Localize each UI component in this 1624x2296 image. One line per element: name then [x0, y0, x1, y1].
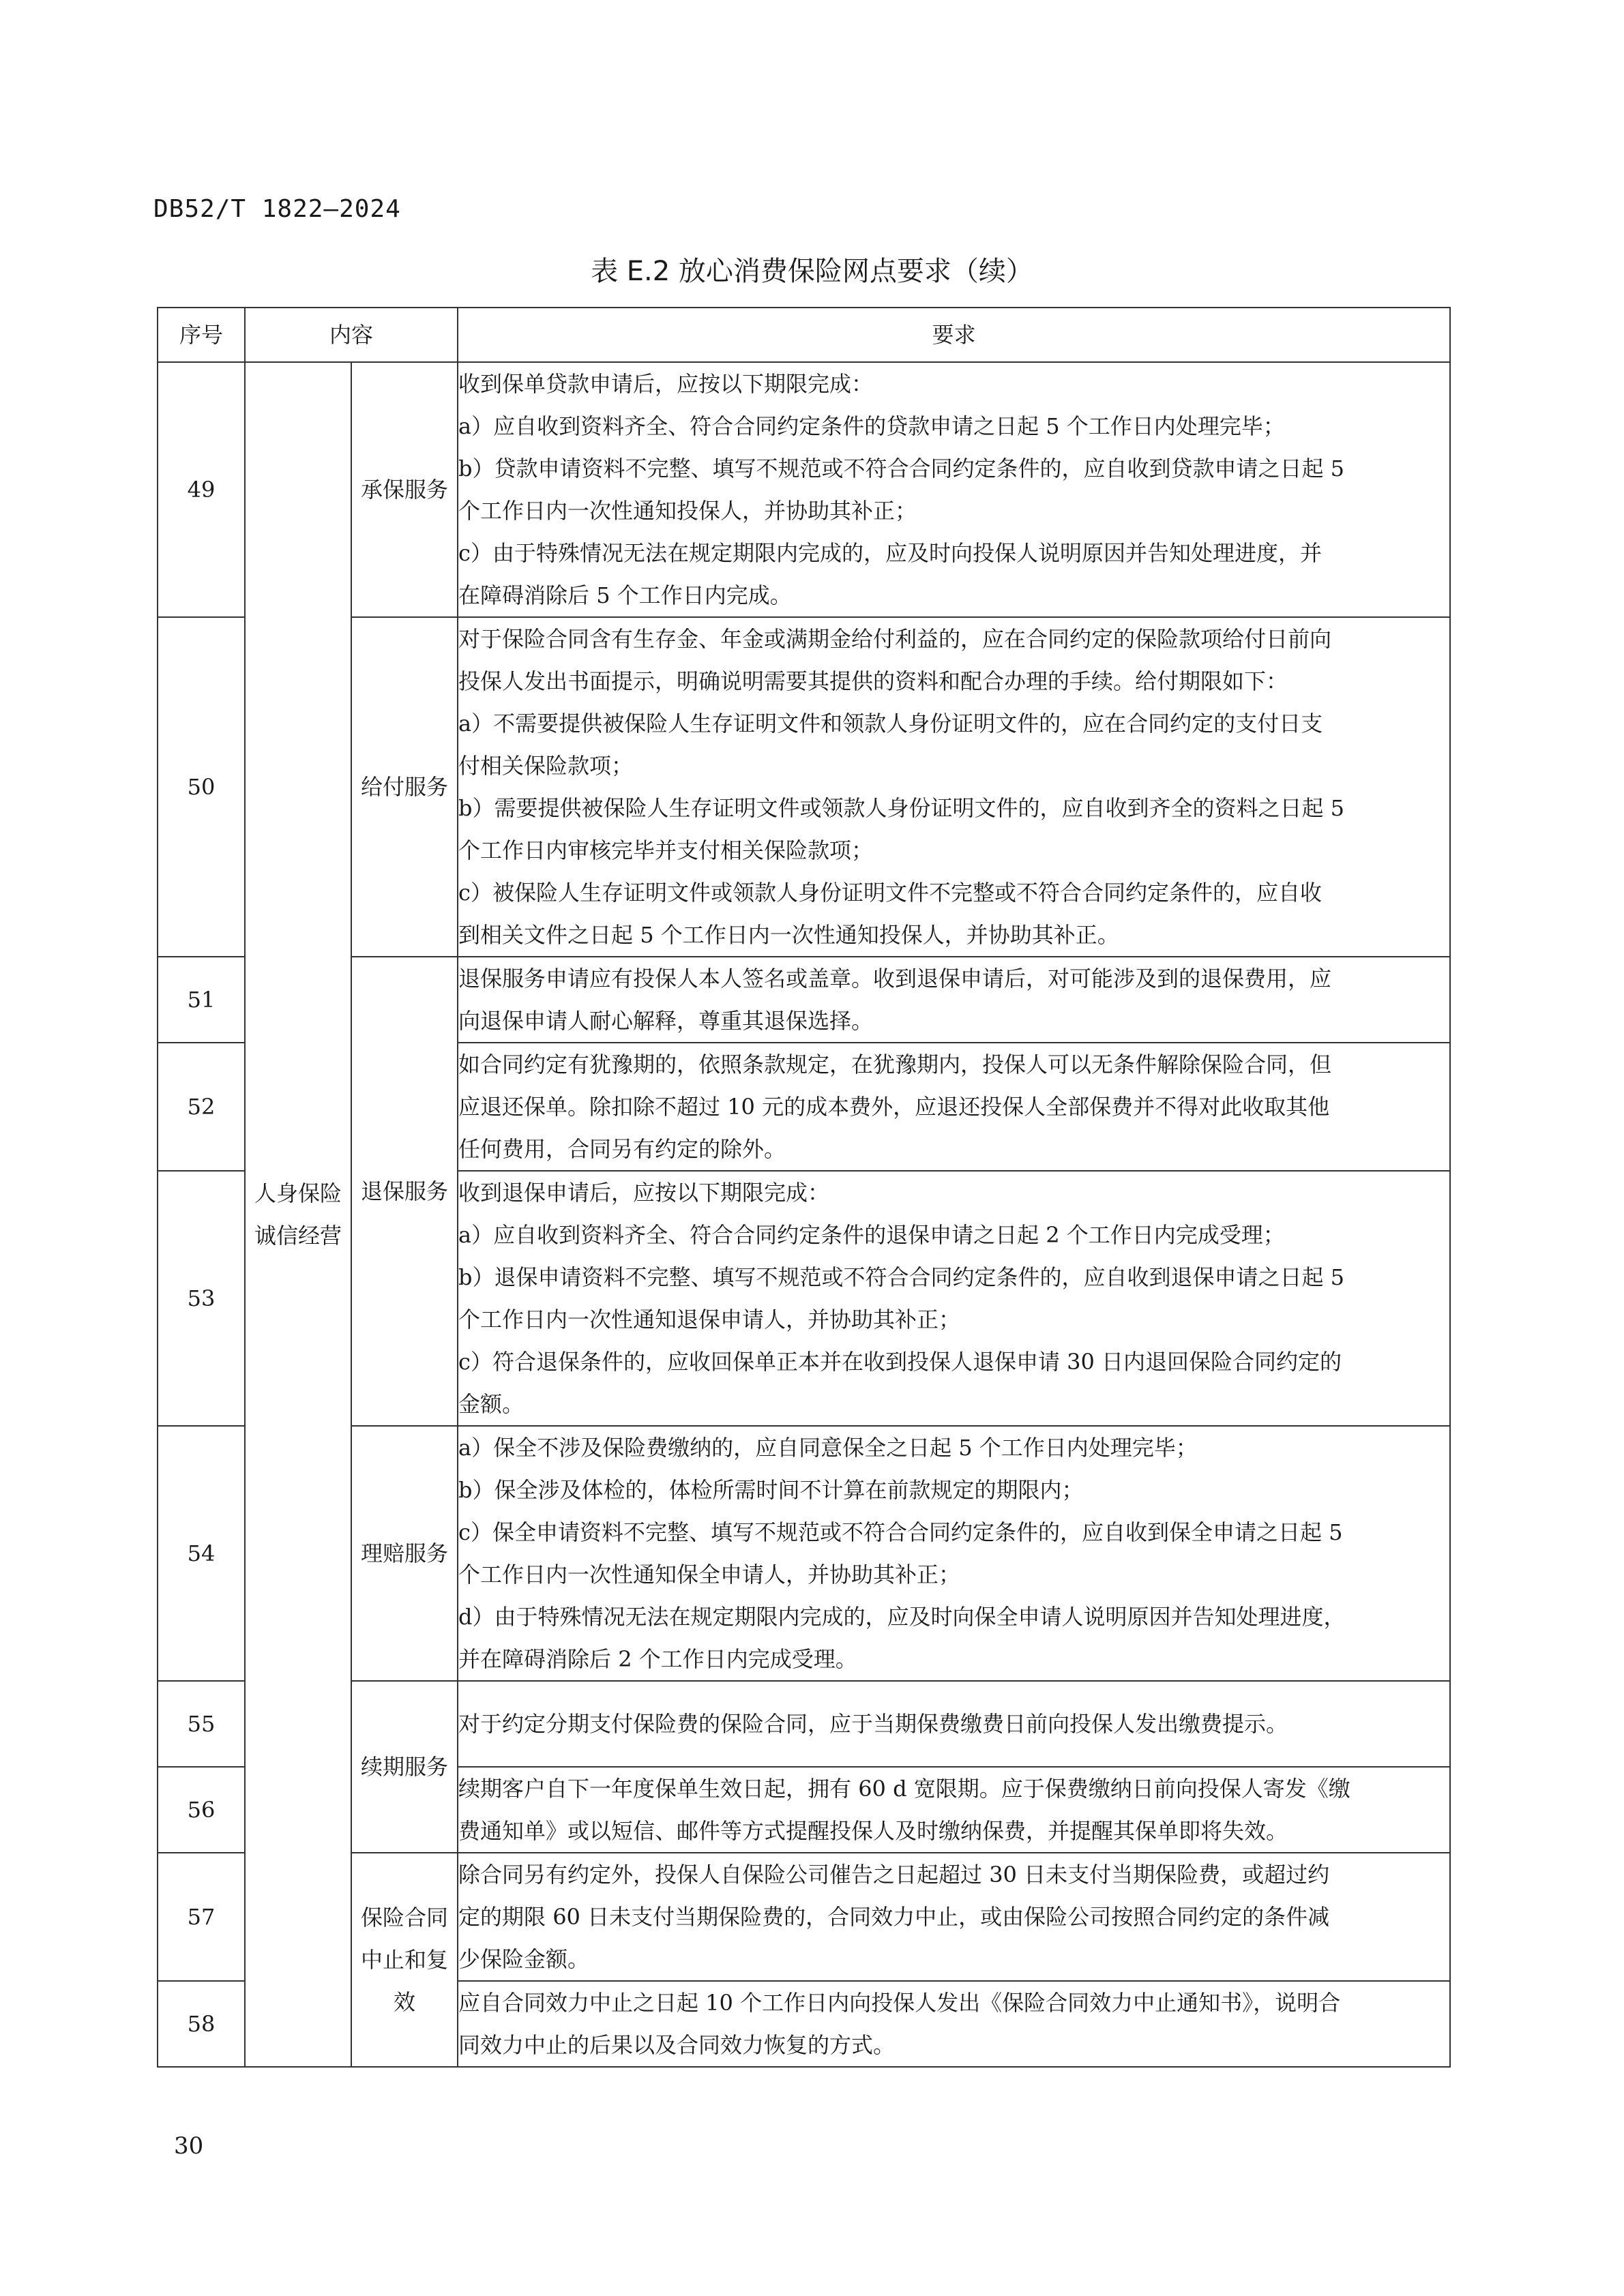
row-number: 56 — [158, 1767, 245, 1853]
requirement-line: b）需要提供被保险人生存证明文件或领款人身份证明文件的，应自收到齐全的资料之日起 5 — [458, 795, 1345, 821]
category-line: 人身保险 — [254, 1180, 342, 1206]
requirement-line: c）被保险人生存证明文件或领款人身份证明文件不完整或不符合合同约定条件的，应自收 — [458, 880, 1322, 906]
requirement-line: 任何费用，合同另有约定的除外。 — [458, 1136, 786, 1162]
table-row — [158, 1681, 1450, 1767]
requirement-line: 少保险金额。 — [458, 1946, 590, 1972]
requirement-cell — [458, 957, 1450, 1043]
table-row — [158, 617, 1450, 957]
table-title: 表 E.2 放心消费保险网点要求（续） — [591, 256, 1033, 287]
requirement-line: 续期客户自下一年度保单生效日起，拥有 60 d 宽限期。应于保费缴纳日前向投保人寄发《缴 — [458, 1776, 1350, 1802]
subcategory-label: 效 — [394, 1989, 416, 2015]
document-code: DB52/T 1822—2024 — [153, 195, 401, 223]
row-number: 50 — [158, 617, 245, 957]
requirement-line: 收到保单贷款申请后，应按以下期限完成： — [458, 371, 874, 397]
requirement-line: 到相关文件之日起 5 个工作日内一次性通知投保人，并协助其补正。 — [458, 922, 1119, 948]
requirements-table — [157, 307, 1451, 2068]
requirement-cell — [458, 1981, 1450, 2067]
header-content: 内容 — [245, 308, 458, 362]
subcategory-label: 保险合同 — [361, 1905, 449, 1930]
requirement-line: a）应自收到资料齐全、符合合同约定条件的退保申请之日起 2 个工作日内完成受理； — [458, 1222, 1285, 1248]
requirement-line: b）保全涉及体检的，体检所需时间不计算在前款规定的期限内； — [458, 1477, 1084, 1503]
requirement-line: 如合同约定有犹豫期的，依照条款规定，在犹豫期内，投保人可以无条件解除保险合同，但 — [458, 1052, 1332, 1077]
header-requirement: 要求 — [458, 308, 1450, 362]
subcategory-cell — [351, 1426, 458, 1681]
requirement-line: a）应自收到资料齐全、符合合同约定条件的贷款申请之日起 5 个工作日内处理完毕； — [458, 413, 1285, 439]
requirement-line: 付相关保险款项； — [458, 753, 634, 779]
row-number: 54 — [158, 1426, 245, 1681]
page-number: 30 — [174, 2132, 204, 2160]
subcategory-label: 中止和复 — [361, 1947, 449, 1973]
requirement-line: 在障碍消除后 5 个工作日内完成。 — [458, 582, 792, 608]
requirement-cell — [458, 1681, 1450, 1767]
table-row — [158, 1426, 1450, 1681]
subcategory-cell — [351, 1681, 458, 1853]
requirement-cell — [458, 1171, 1450, 1426]
subcategory-label: 给付服务 — [361, 774, 449, 800]
row-number: 52 — [158, 1043, 245, 1171]
requirement-cell — [458, 1043, 1450, 1171]
subcategory-cell — [351, 1853, 458, 2067]
requirement-cell — [458, 1853, 1450, 1981]
requirement-line: c）符合退保条件的，应收回保单正本并在收到投保人退保申请 30 日内退回保险合同约定的 — [458, 1349, 1342, 1375]
category-cell — [245, 362, 351, 2067]
requirement-cell — [458, 617, 1450, 957]
row-number: 57 — [158, 1853, 245, 1981]
table-row — [158, 362, 1450, 617]
requirement-line: c）保全申请资料不完整、填写不规范或不符合合同约定条件的，应自收到保全申请之日起 5 — [458, 1519, 1343, 1545]
row-number: 55 — [158, 1681, 245, 1767]
requirement-line: b）贷款申请资料不完整、填写不规范或不符合合同约定条件的，应自收到贷款申请之日起 5 — [458, 456, 1345, 481]
requirement-line: 并在障碍消除后 2 个工作日内完成受理。 — [458, 1646, 857, 1672]
requirement-line: 定的期限 60 日未支付当期保险费的，合同效力中止，或由保险公司按照合同约定的条件减 — [458, 1904, 1330, 1930]
requirement-cell — [458, 1426, 1450, 1681]
subcategory-label: 承保服务 — [361, 477, 449, 503]
requirement-line: 对于约定分期支付保险费的保险合同，应于当期保费缴费日前向投保人发出缴费提示。 — [458, 1711, 1288, 1737]
requirement-line: 个工作日内一次性通知退保申请人，并协助其补正； — [458, 1307, 961, 1332]
requirement-line: 应自合同效力中止之日起 10 个工作日内向投保人发出《保险合同效力中止通知书》，说明合 — [458, 1990, 1341, 2016]
requirement-line: c）由于特殊情况无法在规定期限内完成的，应及时向投保人说明原因并告知处理进度，并 — [458, 540, 1322, 566]
requirement-line: a）保全不涉及保险费缴纳的，应自同意保全之日起 5 个工作日内处理完毕； — [458, 1435, 1198, 1461]
requirement-line: 向退保申请人耐心解释，尊重其退保选择。 — [458, 1008, 874, 1034]
subcategory-cell — [351, 957, 458, 1426]
table-row — [158, 957, 1450, 1043]
header-num: 序号 — [158, 308, 245, 362]
requirement-line: d）由于特殊情况无法在规定期限内完成的，应及时向保全申请人说明原因并告知处理进度， — [458, 1604, 1346, 1630]
requirement-line: 金额。 — [458, 1391, 525, 1417]
requirement-line: 收到退保申请后，应按以下期限完成： — [458, 1180, 830, 1206]
subcategory-label: 退保服务 — [361, 1178, 449, 1204]
requirement-line: 应退还保单。除扣除不超过 10 元的成本费外，应退还投保人全部保费并不得对此收取其他 — [458, 1094, 1330, 1120]
requirement-line: 同效力中止的后果以及合同效力恢复的方式。 — [458, 2032, 896, 2058]
requirement-line: 个工作日内一次性通知保全申请人，并协助其补正； — [458, 1562, 961, 1587]
subcategory-cell — [351, 362, 458, 617]
table-header-row — [158, 308, 1450, 362]
requirement-line: 费通知单》或以短信、邮件等方式提醒投保人及时缴纳保费，并提醒其保单即将失效。 — [458, 1818, 1288, 1844]
category-line: 诚信经营 — [254, 1223, 342, 1249]
row-number: 58 — [158, 1981, 245, 2067]
subcategory-label: 续期服务 — [361, 1754, 449, 1780]
requirement-line: 对于保险合同含有生存金、年金或满期金给付利益的，应在合同约定的保险款项给付日前向 — [458, 626, 1332, 652]
subcategory-cell — [351, 617, 458, 957]
subcategory-label: 理赔服务 — [361, 1540, 449, 1566]
requirement-line: 投保人发出书面提示，明确说明需要其提供的资料和配合办理的手续。给付期限如下： — [458, 668, 1288, 694]
requirement-line: a）不需要提供被保险人生存证明文件和领款人身份证明文件的，应在合同约定的支付日支 — [458, 711, 1323, 736]
requirement-cell — [458, 1767, 1450, 1853]
row-number: 49 — [158, 362, 245, 617]
row-number: 51 — [158, 957, 245, 1043]
requirement-cell — [458, 362, 1450, 617]
requirement-line: 个工作日内审核完毕并支付相关保险款项； — [458, 837, 874, 863]
requirement-line: 除合同另有约定外，投保人自保险公司催告之日起超过 30 日未支付当期保险费，或超过约 — [458, 1862, 1330, 1888]
requirement-line: b）退保申请资料不完整、填写不规范或不符合合同约定条件的，应自收到退保申请之日起 5 — [458, 1264, 1345, 1290]
row-number: 53 — [158, 1171, 245, 1426]
requirement-line: 个工作日内一次性通知投保人，并协助其补正； — [458, 498, 917, 524]
requirement-line: 退保服务申请应有投保人本人签名或盖章。收到退保申请后，对可能涉及到的退保费用，应 — [458, 966, 1332, 992]
table-row — [158, 1853, 1450, 1981]
